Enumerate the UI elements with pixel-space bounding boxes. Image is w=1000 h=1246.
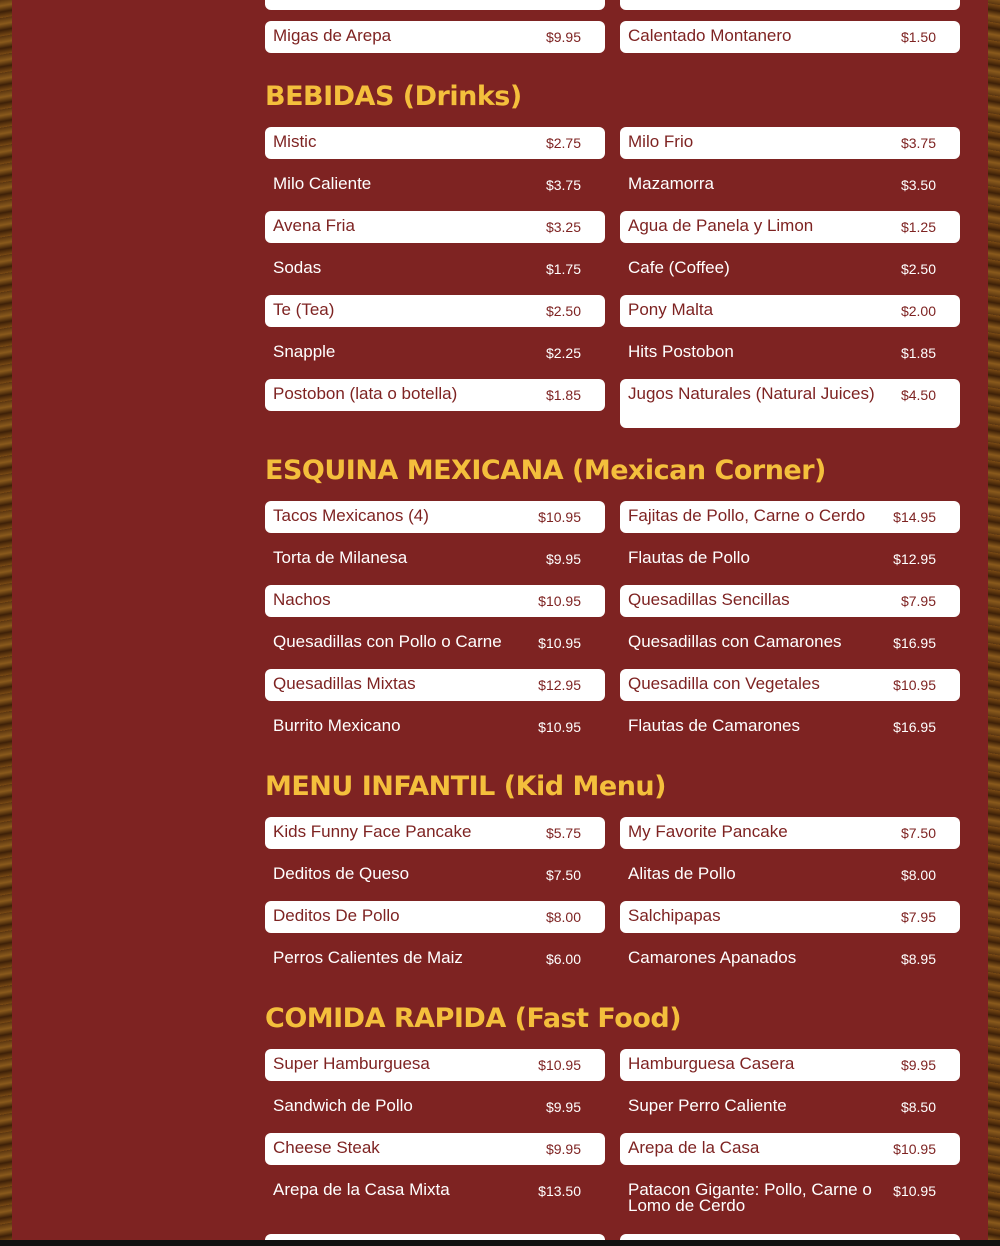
menu-item-name: Mazamorra — [628, 174, 714, 193]
menu-item-cutoff — [265, 0, 605, 10]
menu-item-price: $10.95 — [893, 1141, 936, 1157]
menu-item-price: $10.95 — [538, 509, 581, 525]
menu-item-price: $12.95 — [893, 551, 936, 567]
menu-item-price: $1.75 — [545, 261, 581, 277]
menu-item-price: $3.25 — [545, 219, 581, 235]
menu-item-price: $12.95 — [538, 677, 581, 693]
menu-item-price: $2.75 — [545, 135, 581, 151]
menu-item-name: Quesadilla con Vegetales — [628, 674, 820, 693]
menu-item-price: $10.95 — [538, 593, 581, 609]
menu-item-name: Sandwich de Pollo — [273, 1096, 413, 1115]
menu-item-price: $9.95 — [900, 1057, 936, 1073]
section-title-menu-infantil: MENU INFANTIL (Kid Menu) — [265, 771, 666, 802]
menu-item — [620, 253, 960, 285]
menu-item — [620, 1049, 960, 1081]
menu-item — [620, 585, 960, 617]
menu-item — [620, 543, 960, 575]
menu-item — [265, 901, 605, 933]
menu-item-name: Perros Calientes de Maiz — [273, 948, 463, 967]
section-title-comida-rapida: COMIDA RAPIDA (Fast Food) — [265, 1003, 682, 1034]
menu-item — [265, 169, 605, 201]
menu-item-name: Cheese Steak — [273, 1138, 380, 1157]
menu-item-name: Deditos de Queso — [273, 864, 410, 883]
menu-item — [265, 817, 605, 849]
menu-item-name: Camarones Apanados — [628, 948, 797, 967]
menu-item-name: Sodas — [273, 258, 322, 277]
menu-item-name: Flautas de Camarones — [628, 716, 800, 735]
menu-item-name: Calentado Montanero — [628, 26, 792, 45]
menu-item-price: $1.25 — [900, 219, 936, 235]
menu-item-name: Super Hamburguesa — [273, 1054, 430, 1073]
menu-item-price: $7.95 — [900, 593, 936, 609]
menu-item — [620, 1175, 960, 1224]
menu-item-name: Burrito Mexicano — [273, 716, 401, 735]
menu-item — [265, 379, 605, 411]
menu-item-name: Quesadillas con Pollo o Carne — [273, 632, 502, 651]
menu-item — [620, 379, 960, 428]
menu-item — [620, 817, 960, 849]
menu-item — [265, 1049, 605, 1081]
menu-page — [12, 0, 988, 1240]
menu-item-name: Postobon (lata o botella) — [273, 384, 458, 403]
menu-item — [620, 1133, 960, 1165]
menu-item — [265, 711, 605, 743]
menu-item-price: $4.50 — [900, 387, 936, 403]
menu-item-price: $10.95 — [893, 1183, 936, 1199]
section-title-bebidas: BEBIDAS (Drinks) — [265, 81, 522, 112]
menu-item-name: Quesadillas Mixtas — [273, 674, 416, 693]
menu-item-price: $2.25 — [545, 345, 581, 361]
menu-item-name: Agua de Panela y Limon — [628, 216, 814, 235]
menu-item-name: Kids Funny Face Pancake — [273, 822, 472, 841]
menu-item-price: $1.50 — [900, 29, 936, 45]
menu-item-name: Fajitas de Pollo, Carne o Cerdo — [628, 506, 866, 525]
menu-item-price: $5.75 — [545, 825, 581, 841]
menu-item-name: Migas de Arepa — [273, 26, 392, 45]
menu-item-name: Flautas de Pollo — [628, 548, 750, 567]
menu-item-name: Quesadillas con Camarones — [628, 632, 842, 651]
menu-item-name: Te (Tea) — [273, 300, 335, 319]
menu-item-price: $13.50 — [538, 1183, 581, 1199]
menu-item-price: $10.95 — [538, 719, 581, 735]
menu-item-price: $8.00 — [545, 909, 581, 925]
menu-item — [265, 669, 605, 701]
menu-item-price: $7.95 — [900, 909, 936, 925]
menu-item-price: $1.85 — [545, 387, 581, 403]
menu-item-price: $10.95 — [538, 635, 581, 651]
menu-item — [620, 21, 960, 53]
menu-item-name: Cafe (Coffee) — [628, 258, 730, 277]
menu-item-price: $3.75 — [545, 177, 581, 193]
menu-item-price: $3.50 — [900, 177, 936, 193]
menu-item — [620, 711, 960, 743]
menu-item-price: $2.50 — [545, 303, 581, 319]
menu-item-price: $9.95 — [545, 1141, 581, 1157]
menu-item-price: $10.95 — [538, 1057, 581, 1073]
section-title-esquina-mexicana: ESQUINA MEXICANA (Mexican Corner) — [265, 455, 826, 486]
menu-item-name: Arepa de la Casa Mixta — [273, 1180, 450, 1199]
menu-item — [265, 211, 605, 243]
menu-item — [620, 1091, 960, 1123]
menu-item-price: $14.95 — [893, 509, 936, 525]
menu-item — [620, 501, 960, 533]
menu-item-name: Mistic — [273, 132, 317, 151]
menu-item-price: $2.00 — [900, 303, 936, 319]
menu-item — [620, 169, 960, 201]
menu-item — [265, 337, 605, 369]
menu-item — [265, 943, 605, 975]
menu-item-name: Snapple — [273, 342, 336, 361]
menu-item-name: Patacon Gigante: Pollo, Carne o Lomo de Cerdo — [628, 1180, 872, 1215]
menu-item-name: Avena Fria — [273, 216, 355, 235]
menu-item — [620, 337, 960, 369]
menu-item-name: Milo Caliente — [273, 174, 372, 193]
menu-item-price: $7.50 — [900, 825, 936, 841]
left-frame-border — [0, 0, 12, 1246]
menu-item-price: $10.95 — [893, 677, 936, 693]
menu-item — [265, 21, 605, 53]
menu-item — [265, 859, 605, 891]
menu-item-name: Arepa de la Casa — [628, 1138, 760, 1157]
menu-item — [265, 1091, 605, 1123]
menu-item — [620, 943, 960, 975]
menu-item — [620, 295, 960, 327]
menu-item-name: Salchipapas — [628, 906, 721, 925]
menu-item-price: $9.95 — [545, 29, 581, 45]
menu-item — [620, 901, 960, 933]
menu-item-name: Hits Postobon — [628, 342, 734, 361]
menu-item-name: Jugos Naturales (Natural Juices) — [628, 384, 875, 403]
menu-item-name: Tacos Mexicanos (4) — [273, 506, 429, 525]
menu-item-name: Milo Frio — [628, 132, 694, 151]
menu-item-name: Hamburguesa Casera — [628, 1054, 795, 1073]
menu-item-price: $9.95 — [545, 1099, 581, 1115]
menu-item — [265, 127, 605, 159]
menu-item-price: $9.95 — [545, 551, 581, 567]
menu-item — [265, 253, 605, 285]
menu-item — [265, 1133, 605, 1165]
right-frame-border — [988, 0, 1000, 1246]
menu-item — [620, 211, 960, 243]
bottom-edge — [0, 1240, 1000, 1246]
menu-item-price: $8.95 — [900, 951, 936, 967]
menu-item-name: Nachos — [273, 590, 331, 609]
menu-item-price: $2.50 — [900, 261, 936, 277]
menu-item — [620, 669, 960, 701]
menu-item-name: Deditos De Pollo — [273, 906, 400, 925]
menu-item-price: $7.50 — [545, 867, 581, 883]
menu-item — [620, 127, 960, 159]
menu-item-name: Super Perro Caliente — [628, 1096, 787, 1115]
menu-item — [265, 585, 605, 617]
menu-item — [265, 543, 605, 575]
menu-item-name: Pony Malta — [628, 300, 714, 319]
menu-item-name: My Favorite Pancake — [628, 822, 788, 841]
menu-item-cutoff — [620, 0, 960, 10]
menu-item-price: $6.00 — [545, 951, 581, 967]
menu-item-name: Torta de Milanesa — [273, 548, 408, 567]
menu-item — [620, 859, 960, 891]
menu-item-price: $3.75 — [900, 135, 936, 151]
menu-item-price: $8.00 — [900, 867, 936, 883]
menu-item-name: Quesadillas Sencillas — [628, 590, 790, 609]
menu-item — [265, 1175, 605, 1207]
menu-item-price: $1.85 — [900, 345, 936, 361]
menu-item — [265, 501, 605, 533]
menu-item — [265, 627, 605, 659]
menu-item — [265, 295, 605, 327]
menu-item-price: $16.95 — [893, 635, 936, 651]
menu-item-price: $8.50 — [900, 1099, 936, 1115]
menu-item-price: $16.95 — [893, 719, 936, 735]
menu-item — [620, 627, 960, 659]
menu-item-name: Alitas de Pollo — [628, 864, 736, 883]
